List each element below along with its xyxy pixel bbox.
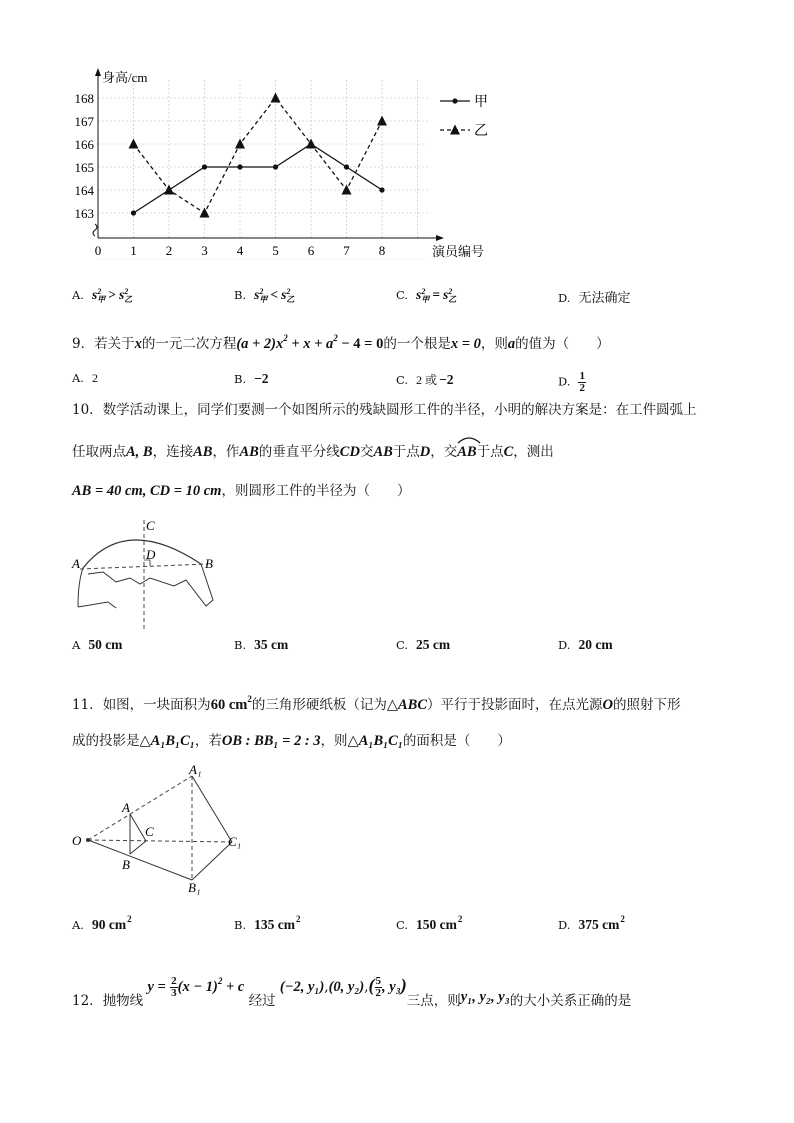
question-10-line-2: 任取两点A, B，连接AB，作AB的垂直平分线CD交AB于点D，交AB 于点C，测出 bbox=[72, 442, 554, 462]
y-tick-label: 166 bbox=[74, 137, 94, 152]
q8-option-c[interactable]: C. s 2 甲 = s 2 乙 bbox=[396, 286, 457, 304]
y-tick-label: 168 bbox=[74, 91, 94, 106]
question-10-line-3: AB = 40 cm, CD = 10 cm，则圆形工件的半径为（ ） bbox=[72, 483, 411, 499]
series-1-point bbox=[344, 164, 349, 169]
question-10-line-1: 10．数学活动课上，同学们要测一个如图所示的残缺圆形工件的半径，小明的解决方案是：在工件圆弧上 bbox=[72, 402, 697, 418]
q11-option-a[interactable]: A. 90 $cm^2$ bbox=[72, 914, 132, 932]
label-A: A bbox=[122, 800, 130, 815]
y-axis-label: 身高/cm bbox=[102, 70, 148, 85]
series-2-point bbox=[342, 185, 352, 195]
series-line-1 bbox=[134, 144, 383, 213]
q8-option-b[interactable]: B. s 2 甲 < s 2 乙 bbox=[234, 286, 295, 304]
chart-grid bbox=[98, 80, 430, 259]
q10-option-d[interactable]: D. 20 cm bbox=[558, 637, 613, 652]
x-tick-label: 1 bbox=[130, 243, 137, 258]
label-O: O bbox=[72, 833, 82, 848]
q10-option-b[interactable]: B. 35 cm bbox=[234, 637, 289, 652]
question-11-line-2: 成的投影是△A₁B₁C₁，若OB : BB₁ = 2 : 3，则△A₁B₁C₁的面积是（ ） bbox=[72, 733, 511, 749]
question-9: 9．若关于x的一元二次方程$(a + 2)x^2 + x + a^2 - 4 = 0$的一个根是x = 0，则a的值为（ ） bbox=[72, 333, 610, 352]
q10-option-c[interactable]: C. 25 cm bbox=[396, 637, 451, 652]
chart-axes bbox=[93, 68, 484, 259]
x-tick-label: 5 bbox=[272, 243, 279, 258]
label-A1: A₁ bbox=[189, 762, 202, 777]
series-1-point bbox=[273, 164, 278, 169]
x-tick-label: 8 bbox=[378, 243, 386, 258]
series-1-point bbox=[237, 164, 242, 169]
q9-option-a[interactable]: A. 2 bbox=[72, 371, 98, 385]
label-C: C bbox=[145, 824, 154, 839]
question-11-line-1: 11．如图，一块面积为60 $cm^2$的三角形硬纸板（记为△ABC）平行于投影面时，在点光源O的照射下形 bbox=[72, 694, 681, 713]
legend-marker bbox=[450, 125, 460, 135]
chart-legend bbox=[440, 94, 488, 139]
x-tick-label: 3 bbox=[201, 243, 208, 258]
chart-series bbox=[129, 93, 388, 218]
x-tick-label: 7 bbox=[343, 243, 350, 258]
label-B1: B₁ bbox=[188, 880, 201, 895]
series-2-point bbox=[271, 93, 281, 103]
series-line-2 bbox=[134, 98, 383, 213]
label-D: D bbox=[146, 547, 156, 562]
q9-option-b[interactable]: B. −2 bbox=[234, 371, 269, 386]
x-tick-label: 0 bbox=[94, 243, 102, 258]
label-C: C bbox=[146, 518, 155, 533]
q11-option-c[interactable]: C. 150 $cm^2$ bbox=[396, 914, 463, 932]
label-B: B bbox=[205, 556, 213, 571]
q8-option-d[interactable]: D. 无法确定 bbox=[558, 291, 631, 306]
chart-ticks bbox=[75, 91, 386, 258]
legend-marker bbox=[452, 98, 457, 103]
projection-figure bbox=[68, 762, 248, 897]
y-tick-label: 167 bbox=[74, 114, 94, 129]
series-2-point bbox=[377, 116, 387, 126]
broken-circle-figure bbox=[68, 512, 218, 634]
label-A: A bbox=[72, 556, 80, 571]
q8-option-a[interactable]: A. s 2 甲 > s 2 乙 bbox=[72, 286, 133, 304]
height-chart bbox=[74, 62, 510, 272]
legend-label: 甲 bbox=[474, 95, 488, 110]
label-C1: C₁ bbox=[228, 834, 242, 849]
y-tick-label: 163 bbox=[74, 206, 94, 221]
series-1-point bbox=[379, 187, 384, 192]
series-2-point bbox=[129, 139, 139, 149]
legend-label: 乙 bbox=[474, 124, 488, 139]
series-1-point bbox=[131, 210, 136, 215]
series-1-point bbox=[202, 164, 207, 169]
label-B: B bbox=[122, 857, 130, 872]
q12-frac: $\frac{2}{3}$ bbox=[171, 975, 177, 999]
question-12: 12．抛物线 y = $\frac{2}{3}$ $(x - 1)^2 + c$ 经过 (−2, y₁),(0, y₂),( $\frac{5}{2}$ , y₃)三点，则y₁, y₂, y₃的大小关系正确的是 bbox=[72, 975, 632, 1009]
q9-option-c[interactable]: C. 2 或 −2 bbox=[396, 372, 454, 387]
x-tick-label: 2 bbox=[165, 243, 173, 258]
x-tick-label: 4 bbox=[236, 243, 244, 258]
q9-option-d[interactable]: D. $\frac{1}{2}$ bbox=[558, 370, 585, 394]
x-axis-label: 演员编号 bbox=[432, 244, 485, 259]
y-tick-label: 165 bbox=[74, 160, 94, 175]
q11-option-b[interactable]: B. 135 $cm^2$ bbox=[234, 914, 301, 932]
q11-option-d[interactable]: D. 375 $cm^2$ bbox=[558, 914, 625, 932]
series-2-point bbox=[200, 208, 210, 218]
y-tick-label: 164 bbox=[74, 183, 94, 198]
x-tick-label: 6 bbox=[307, 243, 315, 258]
q10-option-a[interactable]: A 50 cm bbox=[72, 637, 123, 652]
